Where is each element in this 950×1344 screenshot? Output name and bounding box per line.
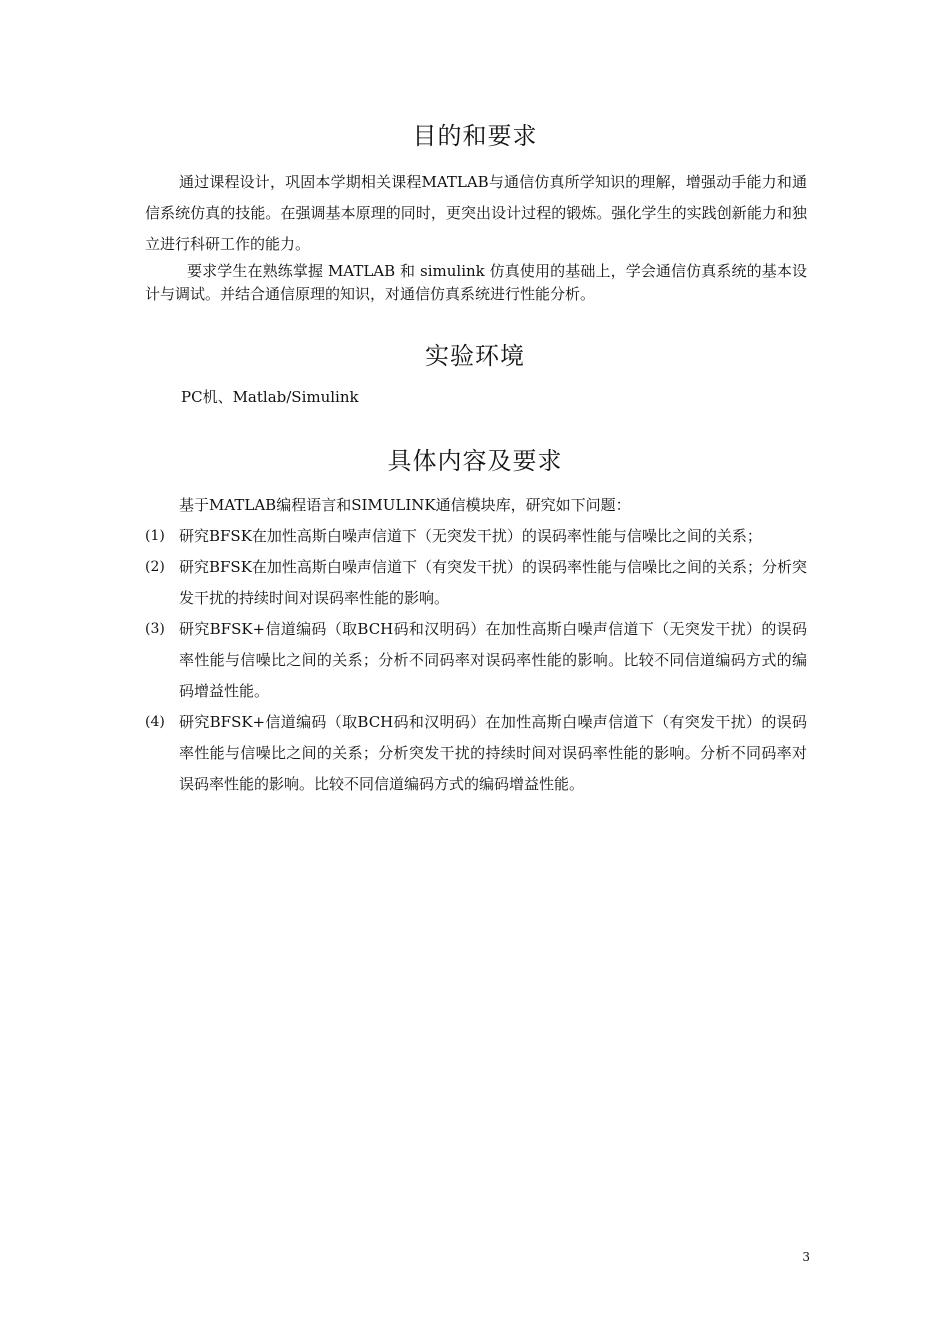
list-number: (2) — [145, 559, 165, 575]
list-text: 研究BFSK+信道编码（取BCH码和汉明码）在加性高斯白噪声信道下（有突发干扰）的误码率性能与信噪比之间的关系；分析突发干扰的持续时间对误码率性能的影响。分析不同码率对误码率性能的影响。比较不同信道编码方式的编码增益性能。 — [179, 713, 807, 793]
page-number: 3 — [802, 1250, 810, 1264]
purpose-paragraph-1: 通过课程设计，巩固本学期相关课程MATLAB与通信仿真所学知识的理解，增强动手能力和通信系统仿真的技能。在强调基本原理的同时，更突出设计过程的锻炼。强化学生的实践创新能力和独立进行科研工作的能力。 — [145, 173, 807, 253]
list-number: (3) — [145, 621, 165, 637]
purpose-paragraph-2: 要求学生在熟练掌握 MATLAB 和 simulink 仿真使用的基础上，学会通信仿真系统的基本设计与调试。并结合通信原理的知识，对通信仿真系统进行性能分析。 — [145, 262, 807, 303]
list-item-2 — [145, 552, 807, 614]
content-heading: 具体内容及要求 — [387, 447, 563, 475]
list-number: (1) — [145, 528, 165, 544]
purpose-heading: 目的和要求 — [412, 122, 538, 150]
environment-heading: 实验环境 — [425, 342, 525, 370]
list-text: 研究BFSK在加性高斯白噪声信道下（有突发干扰）的误码率性能与信噪比之间的关系；分析突发干扰的持续时间对误码率性能的影响。 — [179, 558, 807, 607]
list-text: 研究BFSK+信道编码（取BCH码和汉明码）在加性高斯白噪声信道下（无突发干扰）的误码率性能与信噪比之间的关系；分析不同码率对误码率性能的影响。比较不同信道编码方式的编码增益性能。 — [179, 620, 807, 700]
environment-content: PC机、Matlab/Simulink — [181, 388, 359, 406]
list-item-3 — [145, 614, 807, 707]
content-intro: 基于MATLAB编程语言和SIMULINK通信模块库，研究如下问题： — [179, 496, 631, 514]
list-item-4 — [145, 707, 807, 800]
list-item-1 — [145, 521, 807, 552]
list-text: 研究BFSK在加性高斯白噪声信道下（无突发干扰）的误码率性能与信噪比之间的关系； — [179, 527, 762, 545]
list-number: (4) — [145, 714, 165, 730]
